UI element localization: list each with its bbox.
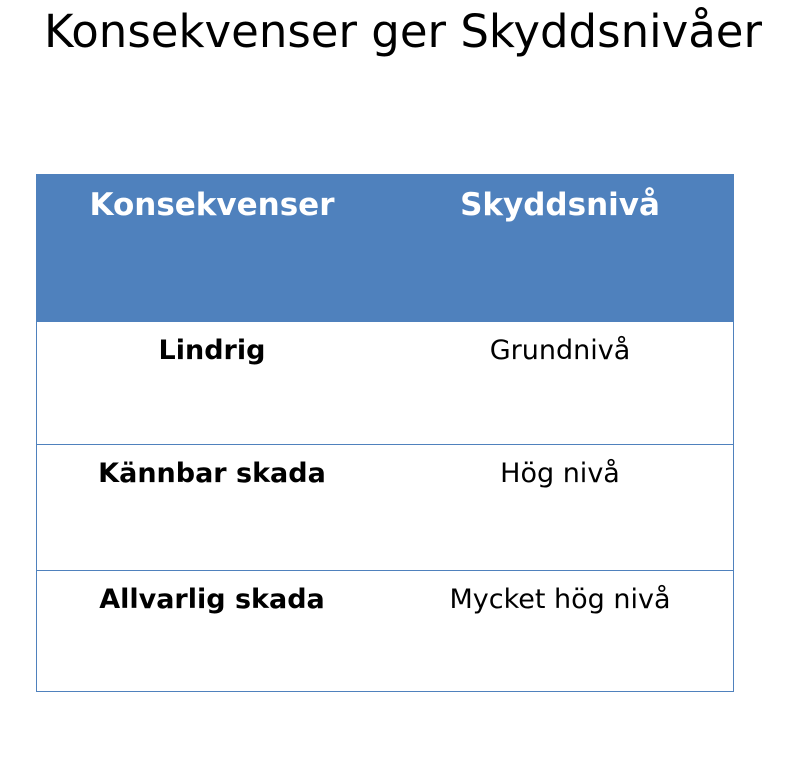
consequence-cell: Lindrig <box>158 335 266 366</box>
protection-level-cell: Hög nivå <box>500 458 620 489</box>
protection-level-cell: Grundnivå <box>489 335 631 366</box>
table-row <box>37 570 733 691</box>
column-header-consequences: Konsekvenser <box>89 187 335 223</box>
consequence-cell: Kännbar skada <box>98 458 326 489</box>
page-title: Konsekvenser ger Skyddsnivåer <box>44 5 762 58</box>
consequence-protection-table <box>36 174 734 692</box>
table-row <box>37 444 733 570</box>
protection-level-cell: Mycket hög nivå <box>449 584 671 615</box>
consequence-cell: Allvarlig skada <box>99 584 325 615</box>
column-header-protection-level: Skyddsnivå <box>460 187 660 223</box>
table-row <box>37 322 733 444</box>
table-header <box>37 175 733 322</box>
